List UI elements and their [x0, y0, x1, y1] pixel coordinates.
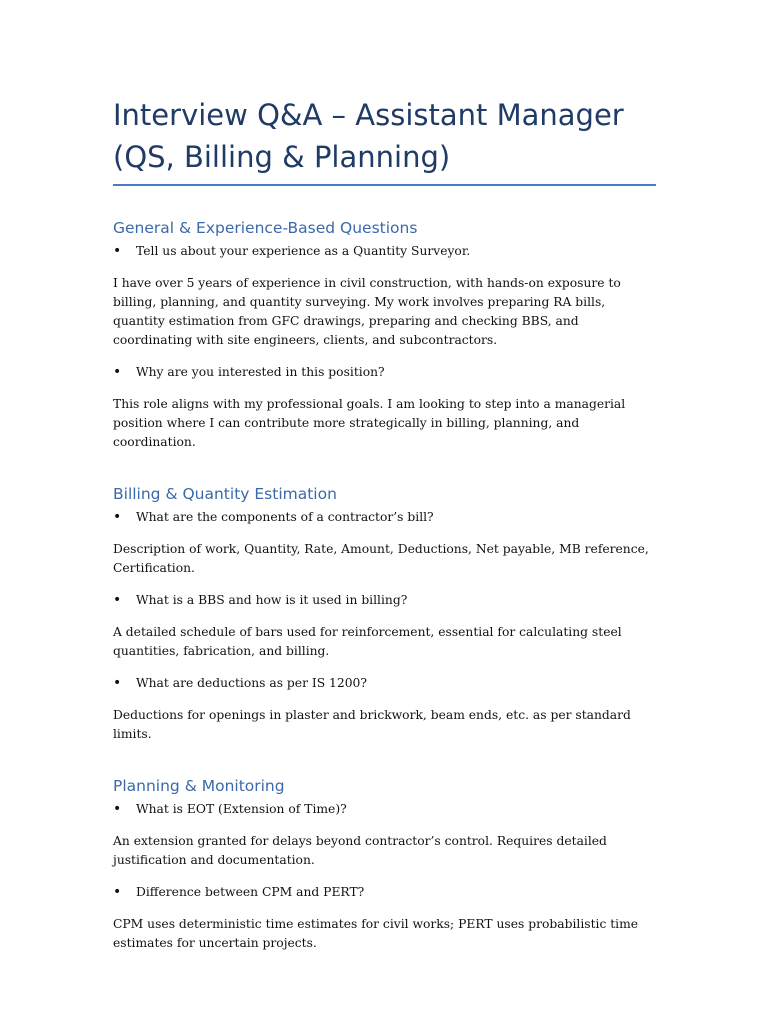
bullet-icon: • [113, 364, 122, 380]
bullet-icon: • [113, 509, 122, 525]
question-text: What are deductions as per IS 1200? [136, 676, 367, 690]
title-underline [113, 184, 656, 186]
question-text: What is a BBS and how is it used in billing? [136, 593, 408, 607]
answer-text: Description of work, Quantity, Rate, Amount, Deductions, Net payable, MB reference, Certification. [113, 542, 649, 575]
question-item [113, 242, 656, 261]
question-item [113, 363, 656, 382]
question-text: What is EOT (Extension of Time)? [136, 802, 347, 816]
question-item [113, 674, 656, 693]
bullet-icon: • [113, 243, 122, 259]
section-heading-general: General & Experience-Based Questions [113, 219, 418, 237]
title-line-2: (QS, Billing & Planning) [113, 140, 451, 174]
answer-text: I have over 5 years of experience in civil construction, with hands-on exposure to billing, planning, and quantity surveying. My work involves preparing RA bills, quantity estimation from GFC drawings, preparing and checking BBS, and coordinating with site engineers, clients, and subcontractors. [113, 276, 621, 347]
question-item [113, 591, 656, 610]
question-text: Why are you interested in this position? [136, 365, 385, 379]
question-text: Tell us about your experience as a Quantity Surveyor. [136, 244, 471, 258]
question-text: What are the components of a contractor’s bill? [136, 510, 434, 524]
bullet-icon: • [113, 592, 122, 608]
document-page [113, 94, 656, 953]
answer-text: A detailed schedule of bars used for reinforcement, essential for calculating steel quantities, fabrication, and billing. [113, 625, 622, 658]
answer-text: An extension granted for delays beyond contractor’s control. Requires detailed justification and documentation. [113, 834, 607, 867]
answer-text: CPM uses deterministic time estimates for civil works; PERT uses probabilistic time estimates for uncertain projects. [113, 917, 639, 950]
title-line-1: Interview Q&A – Assistant Manager [113, 98, 624, 132]
bullet-icon: • [113, 801, 122, 817]
document-title [113, 94, 656, 178]
question-item [113, 800, 656, 819]
answer-text: This role aligns with my professional goals. I am looking to step into a managerial position where I can contribute more strategically in billing, planning, and coordination. [113, 397, 626, 449]
question-item [113, 883, 656, 902]
bullet-icon: • [113, 675, 122, 691]
answer-text: Deductions for openings in plaster and brickwork, beam ends, etc. as per standard limits. [113, 708, 631, 741]
bullet-icon: • [113, 884, 122, 900]
section-heading-planning: Planning & Monitoring [113, 777, 285, 795]
question-item [113, 508, 656, 527]
question-text: Difference between CPM and PERT? [136, 885, 365, 899]
section-heading-billing: Billing & Quantity Estimation [113, 485, 337, 503]
